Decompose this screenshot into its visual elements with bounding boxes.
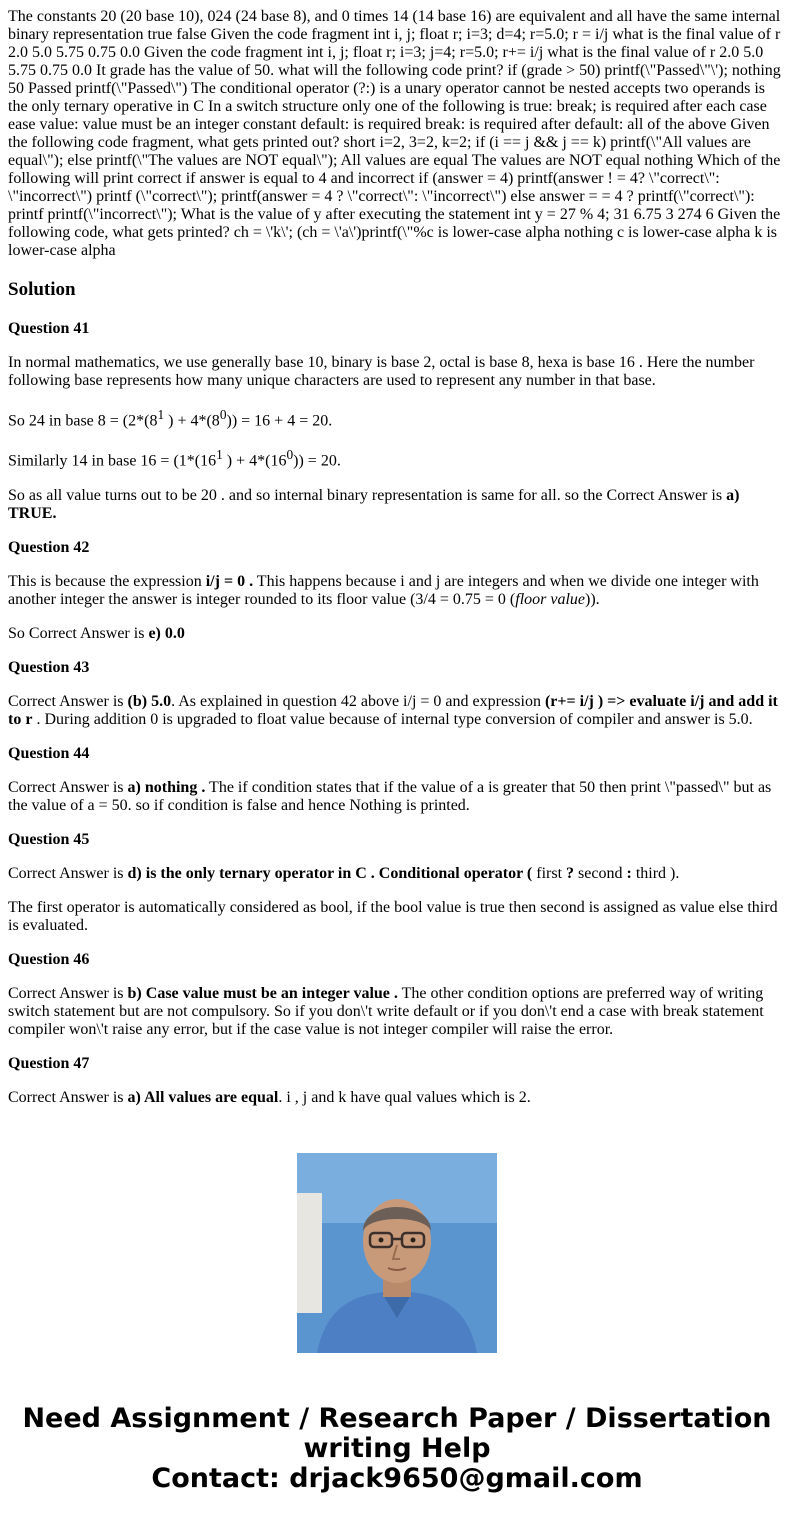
question-44-paragraph-1: Correct Answer is a) nothing . The if condition states that if the value of a is greater that 50 then print \"passed\" but as the value of a = 50. so if condition is false and hence Nothing is printed. [8,778,772,814]
question-43-title: Question 43 [8,658,90,676]
solution-heading: Solution [8,279,76,300]
question-41-paragraph-2: So 24 in base $8 = (2*(8^1$ ) + $4*(8^0)) = 16 + 4 = 20$. [8,407,333,430]
question-47-title: Question 47 [8,1054,90,1072]
question-42-answer: e) 0.0 [148,624,185,642]
author-avatar [297,1153,497,1353]
question-43-paragraph-1: Correct Answer is (b) 5.0. As explained in question 42 above i/j = 0 and expression (r+= i/j ) => evaluate i/j and add it to r . During addition 0 is upgraded to float value because of internal type conversion of compiler and answer is 5.0. [8,692,778,728]
question-44-answer: a) nothing . [127,778,206,796]
contact-banner [0,1404,794,1494]
question-45-title: Question 45 [8,830,90,848]
question-46-answer: b) Case value must be an integer value . [127,984,398,1002]
question-41-answer: a) TRUE. [8,486,740,522]
question-41-paragraph-4: So as all value turns out to be 20 . and so internal binary representation is same for all. so the Correct Answer is a) TRUE. [8,486,740,522]
question-42-paragraph-2: So Correct Answer is e) 0.0 [8,624,185,642]
question-46-title: Question 46 [8,950,90,968]
question-47-answer: a) All values are equal [127,1088,279,1106]
promo-footer [0,1124,794,1523]
question-45-answer: d) is the only ternary operator in C . Conditional operator ( [127,864,533,882]
question-46-paragraph-1: Correct Answer is b) Case value must be an integer value . The other condition options are preferred way of writing switch statement but are not compulsory. So if you don\'t write default or if you don\'t end a case with break statement compiler won\'t raise any error, but if the case value is not integer compiler will raise the error. [8,984,764,1038]
question-41-paragraph-3: Similarly 14 in base $16 = (1*(16^1$ ) + $4*(16^0)) = 20$. [8,447,341,470]
question-45-paragraph-2: The first operator is automatically considered as bool, if the bool value is true then second is assigned as value else third is evaluated. [8,898,778,934]
question-47-paragraph-1: Correct Answer is a) All values are equal. i , j and k have qual values which is 2. [8,1088,531,1106]
question-41-title: Question 41 [8,320,90,337]
question-text: The constants 20 (20 base 10), 024 (24 base 8), and 0 times 14 (14 base 16) are equivalent and all have the same internal binary representation true false Given the code fragment int i, j; float r; i=3; d=4; r=5.0; r = i/j what is the final value of r 2.0 5.0 5.75 0.75 0.0 Given the code fragment int i, j; float r; i=3; j=4; r=5.0; r+= i/j what is the final value of r 2.0 5.0 5.75 0.75 0.0 It grade has the value of 50. what will the following code print? if (grade > 50) printf(\"Passed\"\'); nothing 50 Passed printf(\"Passed\") The conditional operator (?:) is a unary operator cannot be nested accepts two operands is the only ternary operative in C In a switch structure only one of the following is true: break; is required after each case ease value: value must be an integer constant default: is required break: is required after default: all of the above Given the following code fragment, what gets printed out? short i=2, 3=2, k=2; if (i == j && j == k) printf(\"All values are equal\"); else printf(\"The values are NOT equal\"); All values are equal The values are NOT equal nothing Which of the following will print correct if answer is equal to 4 and incorrect if (answer = 4) printf(answer ! = 4? \"correct\": \"incorrect\") printf (\"correct\"); printf(answer = 4 ? \"correct\": \"incorrect\") else answer = = 4 ? printf(\"correct\"): printf printf(\"incorrect\"); What is the value of y after executing the statement int y = 27 % 4; 31 6.75 3 274 6 Given the following code, what gets printed? ch = \'k\'; (ch = \'a\')printf(\"%c is lower-case alpha nothing c is lower-case alpha k is lower-case alpha [8,8,781,259]
question-45-paragraph-1: Correct Answer is d) is the only ternary operator in C . Conditional operator ( first ? second : third ). [8,864,680,882]
contact-banner-line-2: writing Help [303,1433,491,1464]
question-43-answer: (b) 5.0 [127,692,172,710]
question-42-title: Question 42 [8,538,90,556]
question-44-title: Question 44 [8,744,90,762]
question-42-paragraph-1: This is because the expression i/j = 0 . This happens because i and j are integers and when we divide one integer with another integer the answer is integer rounded to its floor value (3/4 = 0.75 = 0 (floor value)). [8,572,759,608]
question-41-paragraph-1: In normal mathematics, we use generally base 10, binary is base 2, octal is base 8, hexa is base 16 . Here the number following base represents how many unique characters are used to represent any number in that base. [8,354,755,389]
contact-banner-line-1: Need Assignment / Research Paper / Dissertation [22,1403,772,1434]
contact-email: Contact: drjack9650@gmail.com [151,1463,643,1494]
document-content [8,8,782,1124]
